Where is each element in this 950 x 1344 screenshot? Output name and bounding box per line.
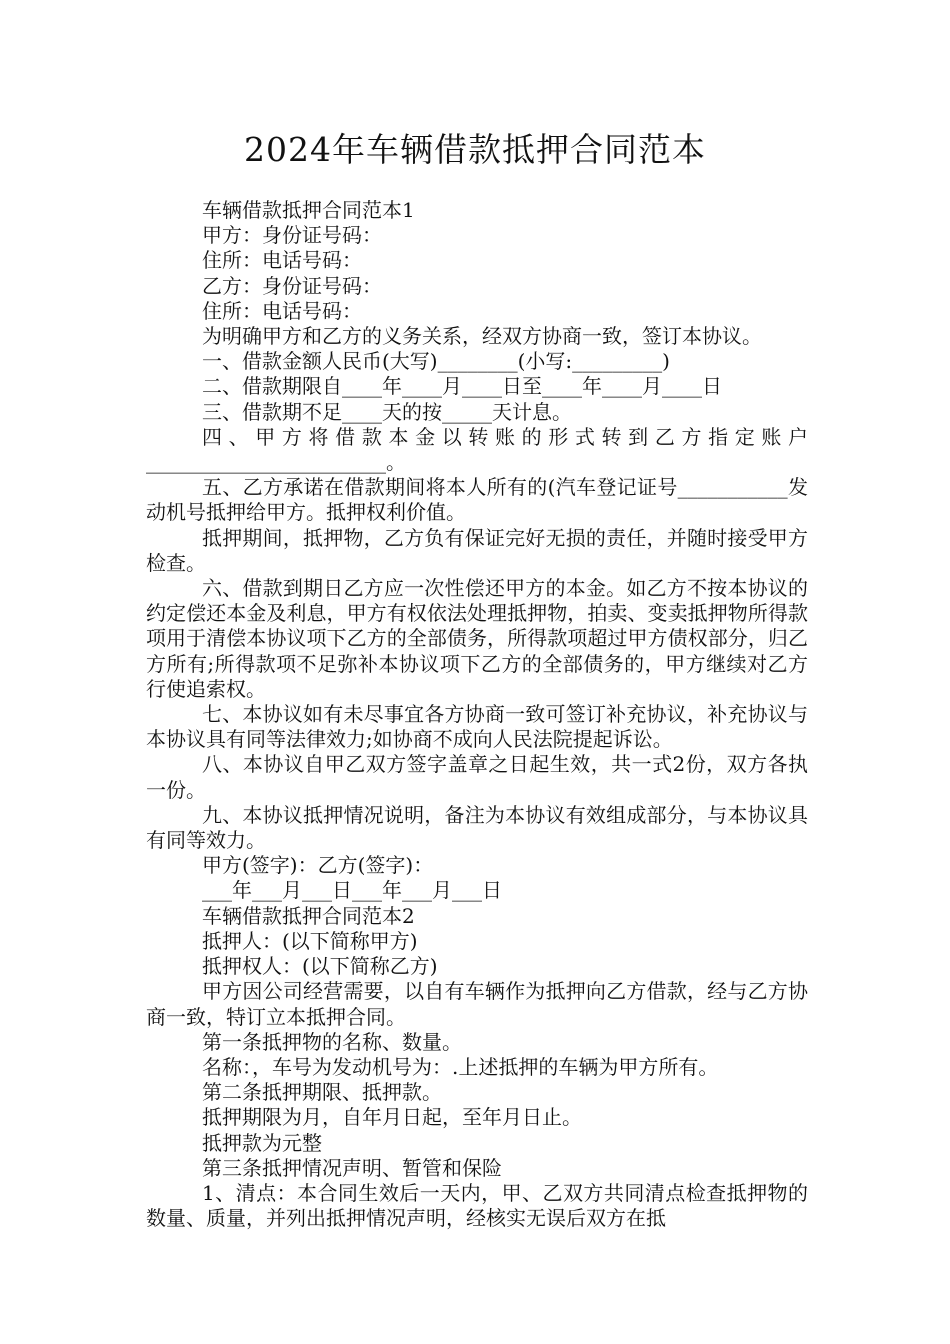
paragraph: 1、清点：本合同生效后一天内，甲、乙双方共同清点检查抵押物的数量、质量，并列出抵押情况声明，经核实无误后双方在抵	[146, 1180, 808, 1231]
paragraph: 六、借款到期日乙方应一次性偿还甲方的本金。如乙方不按本协议的约定偿还本金及利息，甲方有权依法处理抵押物，拍卖、变卖抵押物所得款项用于清偿本协议项下乙方的全部债务，所得款项超过甲方债权部分，归乙方所有;所得款项不足弥补本协议项下乙方的全部债务的，甲方继续对乙方行使追索权。	[146, 576, 808, 701]
paragraph: 甲方(签字)：乙方(签字)：	[202, 853, 434, 878]
paragraph: 一、借款金额人民币(大写)________(小写:_________)	[202, 349, 670, 374]
paragraph: 住所：电话号码：	[202, 298, 362, 323]
paragraph: 七、本协议如有未尽事宜各方协商一致可签订补充协议，补充协议与本协议具有同等法律效力;如协商不成向人民法院提起诉讼。	[146, 702, 808, 752]
paragraph: 抵押款为元整	[202, 1130, 322, 1155]
paragraph: 五、乙方承诺在借款期间将本人所有的(汽车登记证号___________发动机号抵押给甲方。抵押权利价值。	[146, 475, 808, 525]
paragraph: 为明确甲方和乙方的义务关系，经双方协商一致，签订本协议。	[202, 324, 762, 349]
paragraph: 四、甲方将借款本金以转账的形式转到乙方指定账户________________________。	[146, 424, 808, 475]
paragraph: 八、本协议自甲乙双方签字盖章之日起生效，共一式2份，双方各执一份。	[146, 752, 808, 802]
paragraph: 抵押期间，抵押物，乙方负有保证完好无损的责任，并随时接受甲方检查。	[146, 525, 808, 575]
paragraph: 二、借款期限自____年____月____日至____年____月____日	[202, 374, 722, 399]
paragraph: 住所：电话号码：	[202, 248, 362, 273]
paragraph: 乙方：身份证号码：	[202, 273, 382, 298]
paragraph: 抵押权人：(以下简称乙方)	[202, 954, 438, 979]
paragraph: 甲方：身份证号码：	[202, 223, 382, 248]
paragraph: 第二条抵押期限、抵押款。	[202, 1080, 442, 1105]
paragraph: 车辆借款抵押合同范本2	[202, 903, 415, 928]
paragraph: 抵押期限为月，自年月日起，至年月日止。	[202, 1105, 582, 1130]
document-title: 2024年车辆借款抵押合同范本	[244, 130, 706, 169]
paragraph: 第三条抵押情况声明、暂管和保险	[202, 1155, 502, 1180]
paragraph: 第一条抵押物的名称、数量。	[202, 1029, 462, 1054]
paragraph: 抵押人：(以下简称甲方)	[202, 928, 418, 953]
paragraph: 甲方因公司经营需要，以自有车辆作为抵押向乙方借款，经与乙方协商一致，特订立本抵押合同。	[146, 979, 808, 1029]
paragraph: 九、本协议抵押情况说明，备注为本协议有效组成部分，与本协议具有同等效力。	[146, 802, 808, 853]
paragraph: 车辆借款抵押合同范本1	[202, 198, 415, 222]
paragraph: 名称：，车号为发动机号为：.上述抵押的车辆为甲方所有。	[202, 1054, 719, 1079]
document-body	[146, 198, 808, 1231]
paragraph: ___年___月___日___年___月___日	[202, 878, 502, 903]
paragraph: 三、借款期不足____天的按_____天计息。	[202, 399, 572, 424]
